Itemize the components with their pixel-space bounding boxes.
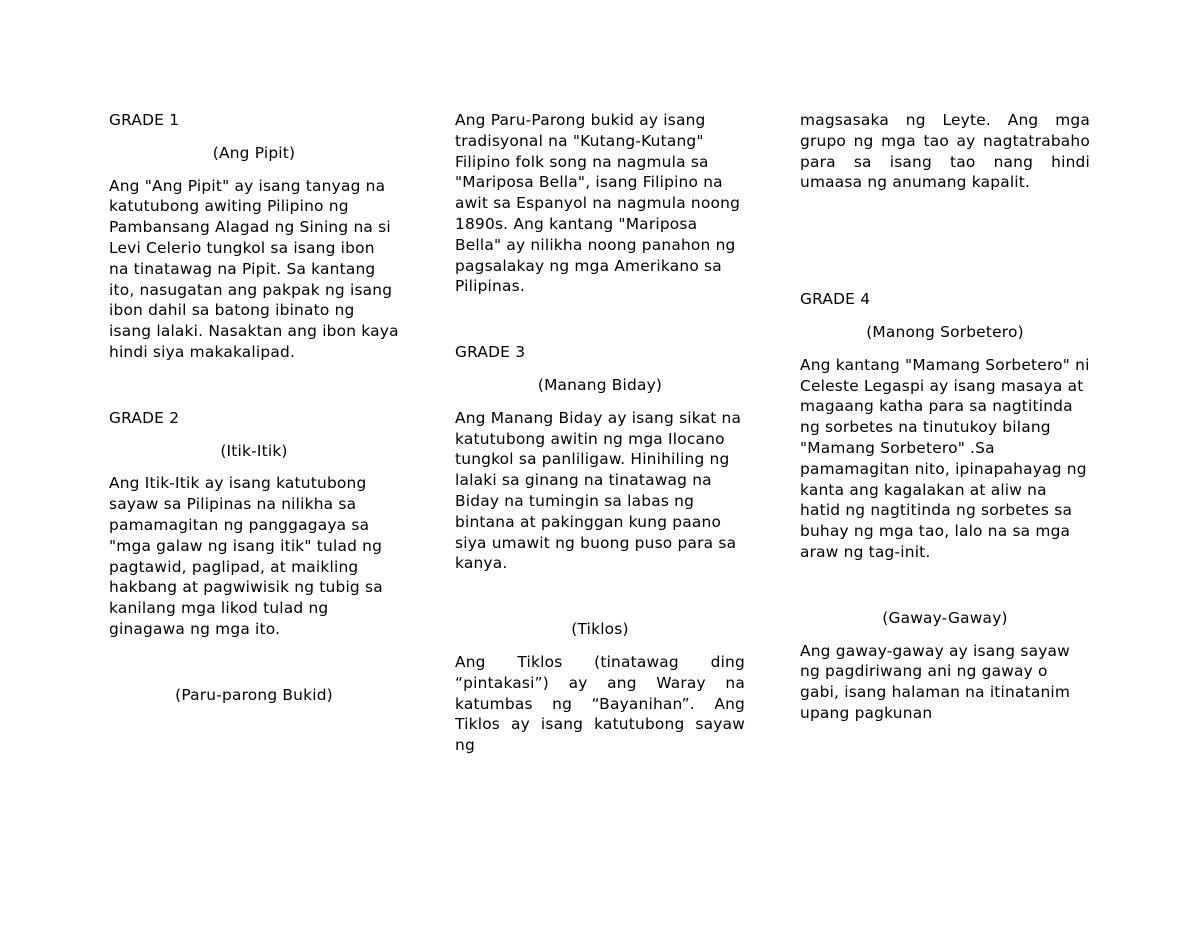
manang-biday-paragraph: Ang Manang Biday ay isang sikat na katutubong awitin ng mga Ilocano tungkol sa panliligaw. Hinihiling ng lalaki sa ginang na tinatawag na Biday na tumingin sa labas ng bintana at pakinggan kung paano siya umawit ng buong puso para sa kanya. <box>455 408 742 573</box>
tiklos-title: (Tiklos) <box>571 620 629 639</box>
manang-biday-title: (Manang Biday) <box>537 375 663 394</box>
column-1 <box>109 110 399 706</box>
manong-sorbetero-title: (Manong Sorbetero) <box>866 322 1024 341</box>
gaway-gaway-title: (Gaway-Gaway) <box>882 608 1008 627</box>
column-3 <box>800 110 1090 724</box>
paru-parong-bukid-paragraph: Ang Paru-Parong bukid ay isang tradisyonal na "Kutang-Kutang" Filipino folk song na nagmula sa "Mariposa Bella", isang Filipino na awit sa Espanyol na nagmula noong 1890s. Ang kantang "Mariposa Bella" ay nilikha noong panahon ng pagsalakay ng mga Amerikano sa Pilipinas. <box>455 111 741 296</box>
paru-parong-bukid-title: (Paru-parong Bukid) <box>175 685 333 704</box>
tiklos-paragraph: Ang Tiklos (tinatawag ding “pintakasi”) ay ang Waray na katumbas ng “Bayanihan”. Ang Tiklos ay isang katutubong sayaw ng <box>455 652 745 755</box>
ang-pipit-paragraph: Ang "Ang Pipit" ay isang tanyag na katutubong awiting Pilipino ng Pambansang Alagad ng Sining na si Levi Celerio tungkol sa isang ibon na tinatawag na Pipit. Sa kantang ito, nasugatan ang pakpak ng isang ibon dahil sa batong ibinato ng isang lalaki. Nasaktan ang ibon kaya hindi siya makakalipad. <box>109 176 399 361</box>
tiklos-continued-paragraph: magsasaka ng Leyte. Ang mga grupo ng mga tao ay nagtatrabaho para sa isang tao nang hindi umaasa ng anumang kapalit. <box>800 111 1090 192</box>
ang-pipit-title: (Ang Pipit) <box>212 143 296 162</box>
grade-3-heading: GRADE 3 <box>455 343 526 362</box>
column-2 <box>455 110 745 756</box>
itik-itik-paragraph: Ang Itik-Itik ay isang katutubong sayaw sa Pilipinas na nilikha sa pamamagitan ng panggagaya sa "mga galaw ng isang itik" tulad ng pagtawid, paglipad, at maikling hakbang at pagwiwisik ng tubig sa kanilang mga likod tulad ng ginagawa ng mga ito. <box>109 474 383 638</box>
grade-4-heading: GRADE 4 <box>800 290 871 309</box>
itik-itik-title: (Itik-Itik) <box>220 441 288 460</box>
grade-2-heading: GRADE 2 <box>109 408 180 427</box>
grade-1-heading: GRADE 1 <box>109 111 180 129</box>
manong-sorbetero-paragraph: Ang kantang "Mamang Sorbetero" ni Celeste Legaspi ay isang masaya at magaang katha para sa nagtitinda ng sorbetes na tinutukoy bilang "Mamang Sorbetero" .Sa pamamagitan nito, ipinapahayag ng kanta ang kagalakan at aliw na hatid ng nagtitinda ng sorbetes sa buhay ng mga tao, lalo na sa mga araw ng tag-init. <box>800 355 1090 561</box>
gaway-gaway-paragraph: Ang gaway-gaway ay isang sayaw ng pagdiriwang ani ng gaway o gabi, isang halaman na itinatanim upang pagkunan <box>800 641 1071 722</box>
